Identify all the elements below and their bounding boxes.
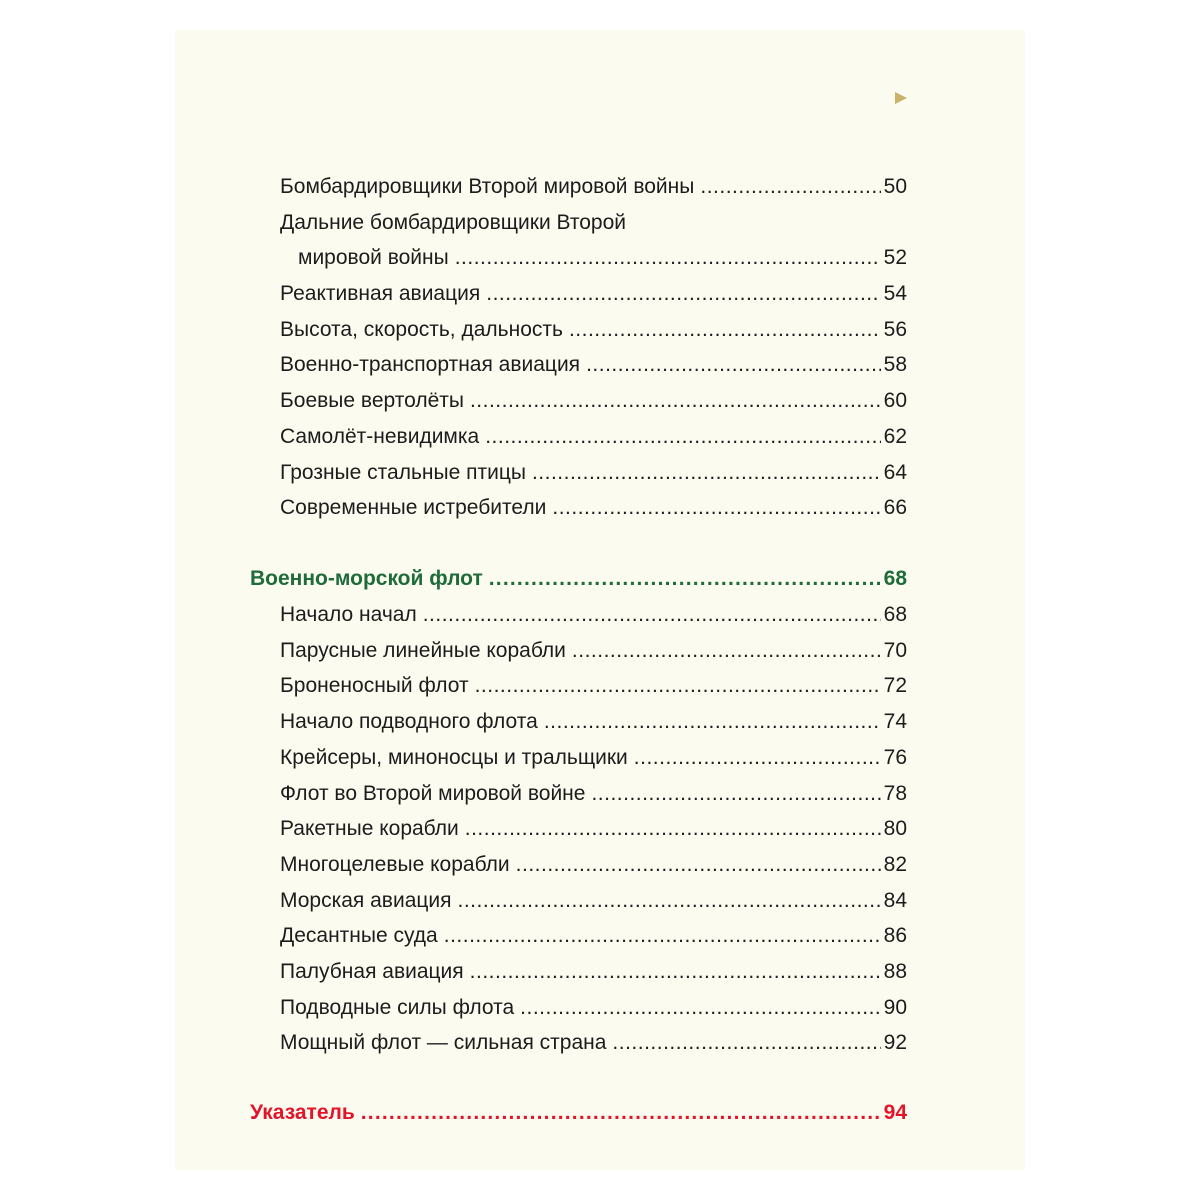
toc-entry[interactable] [280,1030,907,1056]
dot-leader [475,673,881,699]
dot-leader [591,781,880,807]
entry-title: Начало начал [280,603,417,626]
entry-page: 52 [883,246,907,269]
entry-page: 56 [883,317,907,341]
dot-leader [485,424,880,450]
dot-leader [520,995,880,1021]
toc-entry[interactable] [280,923,907,949]
entry-page: 88 [883,960,907,983]
toc-entry[interactable] [280,852,907,878]
dot-leader [489,566,881,592]
entry-title: Самолёт-невидимка [280,424,480,448]
toc-entry[interactable] [280,959,907,985]
dot-leader [458,888,881,914]
toc-entry[interactable] [280,495,907,521]
entry-page: 72 [883,674,907,698]
toc-entry[interactable] [280,317,907,343]
entry-title: Парусные линейные корабли [280,638,566,662]
toc-entry[interactable] [280,673,907,699]
toc-entry[interactable] [280,888,907,914]
entry-page: 90 [883,995,907,1019]
dot-leader [455,245,881,271]
entry-title-line1[interactable]: Дальние бомбардировщики Второй [280,211,626,234]
dot-leader [586,352,881,378]
section-navy[interactable] [250,566,907,592]
entry-title: Десантные суда [280,924,438,948]
entry-page: 92 [883,1031,907,1055]
toc-entry[interactable] [280,638,907,664]
entry-page: 66 [883,496,907,520]
entry-page: 78 [883,781,907,805]
entry-title: Подводные силы флота [280,995,515,1019]
section-title: Военно-морской флот [250,567,483,590]
entry-title: Флот во Второй мировой войне [280,781,586,805]
dot-leader [470,388,881,414]
dot-leader [572,638,881,664]
entry-page: 80 [883,817,907,841]
section-page: 68 [883,567,907,590]
section-page: 94 [883,1101,907,1124]
toc-entry[interactable] [280,602,907,628]
entry-page: 70 [883,638,907,662]
dot-leader [516,852,881,878]
entry-page: 50 [883,175,907,198]
entry-title: Высота, скорость, дальность [280,317,563,341]
dot-leader [700,174,880,200]
entry-title: Морская авиация [280,888,452,912]
dot-leader [423,602,881,628]
section-title: Указатель [250,1101,355,1124]
toc-entry[interactable] [280,995,907,1021]
dot-leader [552,495,880,521]
toc-entry[interactable] [280,709,907,735]
entry-title: Броненосный флот [280,674,469,698]
entry-page: 74 [883,710,907,734]
toc-entry[interactable] [280,424,907,450]
entry-title: Ракетные корабли [280,817,459,841]
entry-page: 82 [883,852,907,876]
toc-entry[interactable] [280,352,907,378]
dot-leader [634,745,881,771]
entry-title: Палубная авиация [280,960,464,983]
entry-page: 60 [883,389,907,413]
dot-leader [569,317,881,343]
dot-leader [465,816,881,842]
entry-title: мировой войны [298,246,449,269]
entry-page: 86 [883,924,907,948]
entry-title: Реактивная авиация [280,282,481,305]
toc-entry[interactable] [298,245,907,271]
entry-title: Бомбардировщики Второй мировой войны [280,175,695,198]
entry-page: 84 [883,888,907,912]
toc-entry[interactable] [280,281,907,307]
section-index[interactable] [250,1100,907,1126]
toc-entry[interactable] [280,460,907,486]
entry-page: 68 [883,603,907,626]
entry-title: Крейсеры, миноносцы и тральщики [280,745,628,769]
dot-leader [486,281,880,307]
dot-leader [444,923,881,949]
entry-title: Грозные стальные птицы [280,460,526,484]
entry-title: Современные истребители [280,496,547,520]
entry-page: 58 [883,353,907,377]
toc-entry[interactable] [280,745,907,771]
entry-page: 54 [883,282,907,305]
dot-leader [470,959,881,985]
entry-title: Мощный флот — сильная страна [280,1031,607,1055]
dot-leader [532,460,881,486]
entry-page: 64 [883,460,907,484]
entry-title: Военно-транспортная авиация [280,353,581,377]
toc-entry[interactable] [280,174,907,200]
entry-page: 62 [883,424,907,448]
dot-leader [544,709,881,735]
dot-leader [361,1100,881,1126]
entry-title: Многоцелевые корабли [280,852,510,876]
entry-page: 76 [883,745,907,769]
toc-entry[interactable] [280,781,907,807]
toc-entry[interactable] [280,816,907,842]
entry-title: Боевые вертолёты [280,389,464,413]
entry-title: Начало подводного флота [280,710,538,734]
toc-entry[interactable] [280,388,907,414]
dot-leader [612,1030,880,1056]
